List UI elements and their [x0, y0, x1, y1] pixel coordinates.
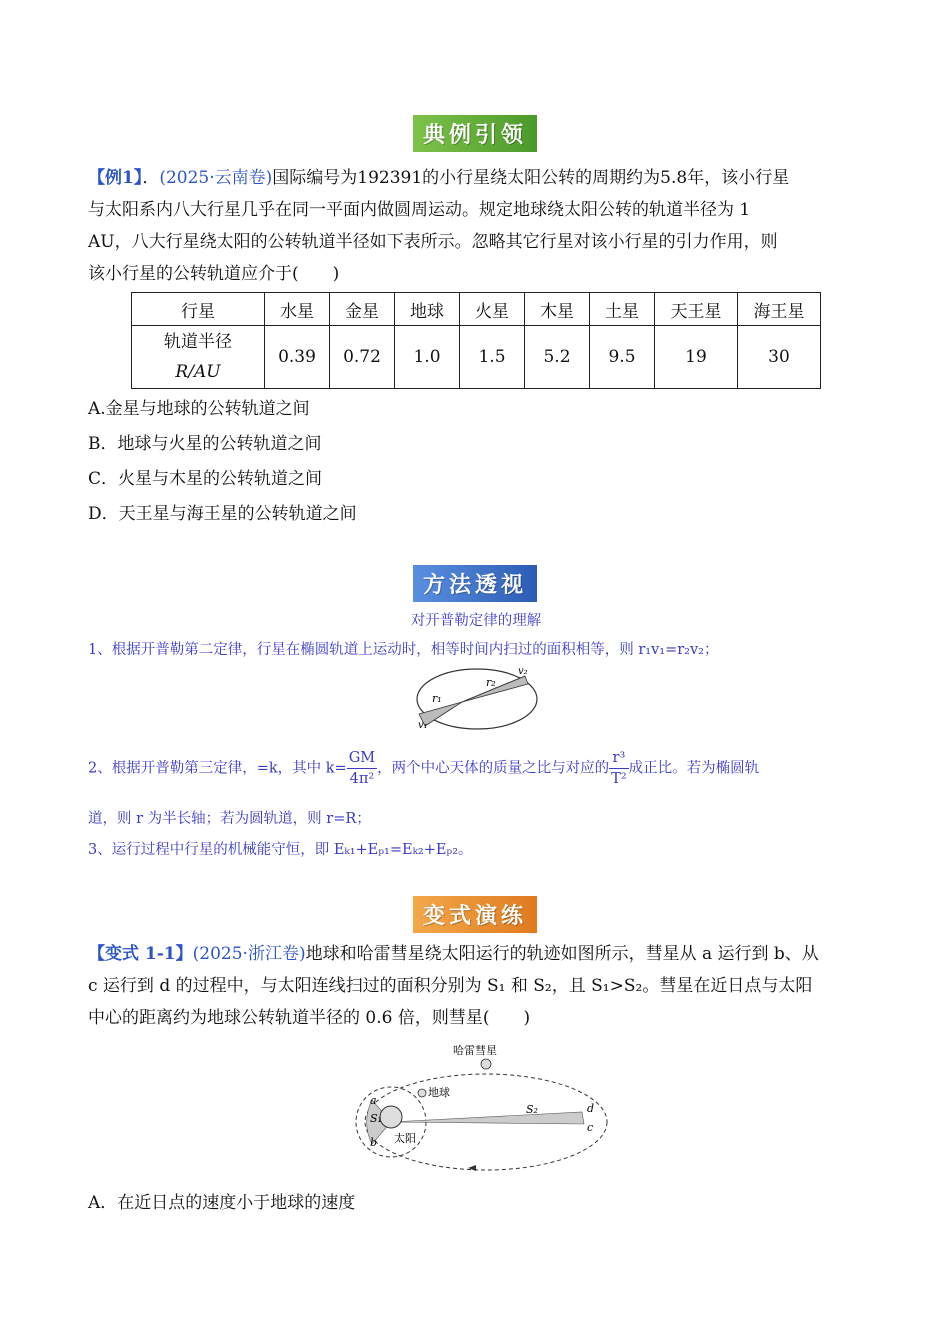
variant-line-3: 中心的距离约为地球公转轨道半径的 0.6 倍，则彗星( ) [88, 1008, 531, 1028]
table-cell: 30 [738, 326, 821, 389]
option-c: C．火星与木星的公转轨道之间 [88, 469, 323, 489]
v1-label: v₁ [418, 720, 428, 731]
table-row-label: 轨道半径 R/AU [132, 326, 265, 389]
variant-label: 【变式 1-1】 [88, 944, 193, 964]
table-cell: 5.2 [525, 326, 590, 389]
kepler-ellipse-diagram [412, 662, 542, 734]
table-header-row [132, 293, 821, 326]
table-cell: 天王星 [655, 293, 738, 326]
example-source: (2025·云南卷) [159, 168, 273, 188]
s1-label: S₁ [370, 1112, 382, 1125]
variant-question [88, 938, 864, 1034]
table-cell: 金星 [330, 293, 395, 326]
table-cell: 行星 [132, 293, 265, 326]
r2-label: r₂ [486, 676, 496, 689]
fraction-r3-t2: $\frac{\text{r³}}{\text{T²}}$ [611, 750, 627, 787]
example-label: 【例1】 [88, 168, 143, 188]
example-line-3: AU，八大行星绕太阳的公转轨道半径如下表所示。忽略其它行星对该小行星的引力作用，则 [88, 232, 778, 252]
example-line-4: 该小行星的公转轨道应介于( ) [88, 264, 340, 284]
fraction-gm: $\frac{GM}{\text{4π²}}$ [348, 750, 376, 787]
orbit-table [131, 292, 821, 389]
point-a-label: a [370, 1094, 377, 1107]
method-item-1: 1、根据开普勒第二定律，行星在椭圆轨道上运动时，相等时间内扫过的面积相等，则 r₁v₁=r₂v₂； [88, 642, 719, 658]
comet-orbit-diagram [350, 1042, 610, 1177]
point-d-label: d [587, 1102, 595, 1115]
table-cell: 水星 [265, 293, 330, 326]
table-cell: 火星 [460, 293, 525, 326]
table-cell: 土星 [590, 293, 655, 326]
variant-line-2: c 运行到 d 的过程中，与太阳连线扫过的面积分别为 S₁ 和 S₂，且 S₁>S₂。彗星在近日点与太阳 [88, 976, 813, 996]
variant-option-a: A．在近日点的速度小于地球的速度 [88, 1193, 356, 1213]
table-cell: 1.0 [395, 326, 460, 389]
table-cell: 9.5 [590, 326, 655, 389]
method-banner: 方法透视 [413, 565, 537, 602]
example-line-1: 【例1】．(2025·云南卷)国际编号为192391的小行星绕太阳公转的周期约为5.8年，该小行星 [88, 168, 790, 188]
option-a: A.金星与地球的公转轨道之间 [88, 399, 310, 419]
method-item-2: 2、根据开普勒第三定律，=k，其中 k= $\frac{GM}{\text{4π²}}$ ，两个中心天体的质量之比与对应的 $\frac{\text{r³}}{\text{T²}}$ 成正比。若为椭圆轨 [88, 750, 760, 787]
table-cell: 地球 [395, 293, 460, 326]
variant-line-1: 【变式 1-1】(2025·浙江卷)地球和哈雷彗星绕太阳运行的轨迹如图所示，彗星从 a 运行到 b、从 [88, 944, 819, 964]
example-question [88, 162, 864, 290]
option-d: D．天王星与海王星的公转轨道之间 [88, 504, 357, 524]
table-row [132, 326, 821, 389]
point-c-label: c [587, 1121, 594, 1134]
sun-label: 太阳 [394, 1132, 416, 1145]
table-cell: 海王星 [738, 293, 821, 326]
method-item-3: 3、运行过程中行星的机械能守恒，即 Eₖ₁+Eₚ₁=Eₖ₂+Eₚ₂。 [88, 842, 473, 858]
earth-label: 地球 [428, 1086, 450, 1099]
table-cell: 19 [655, 326, 738, 389]
table-cell: 木星 [525, 293, 590, 326]
r1-label: r₁ [432, 692, 442, 705]
method-title: 对开普勒定律的理解 [410, 613, 542, 629]
table-cell: 0.39 [265, 326, 330, 389]
s2-label: S₂ [526, 1103, 538, 1116]
point-b-label: b [370, 1136, 378, 1149]
comet-label: 哈雷彗星 [453, 1044, 497, 1057]
table-cell: 1.5 [460, 326, 525, 389]
method-item-2-cont: 道，则 r 为半长轴；若为圆轨道，则 r=R； [88, 811, 371, 827]
variant-banner: 变式演练 [413, 896, 537, 933]
example-line-2: 与太阳系内八大行星几乎在同一平面内做圆周运动。规定地球绕太阳公转的轨道半径为 1 [88, 200, 751, 220]
option-b: B．地球与火星的公转轨道之间 [88, 434, 322, 454]
example-banner: 典例引领 [413, 115, 537, 152]
table-cell: 0.72 [330, 326, 395, 389]
variant-source: (2025·浙江卷) [192, 944, 306, 964]
v2-label: v₂ [518, 666, 528, 677]
